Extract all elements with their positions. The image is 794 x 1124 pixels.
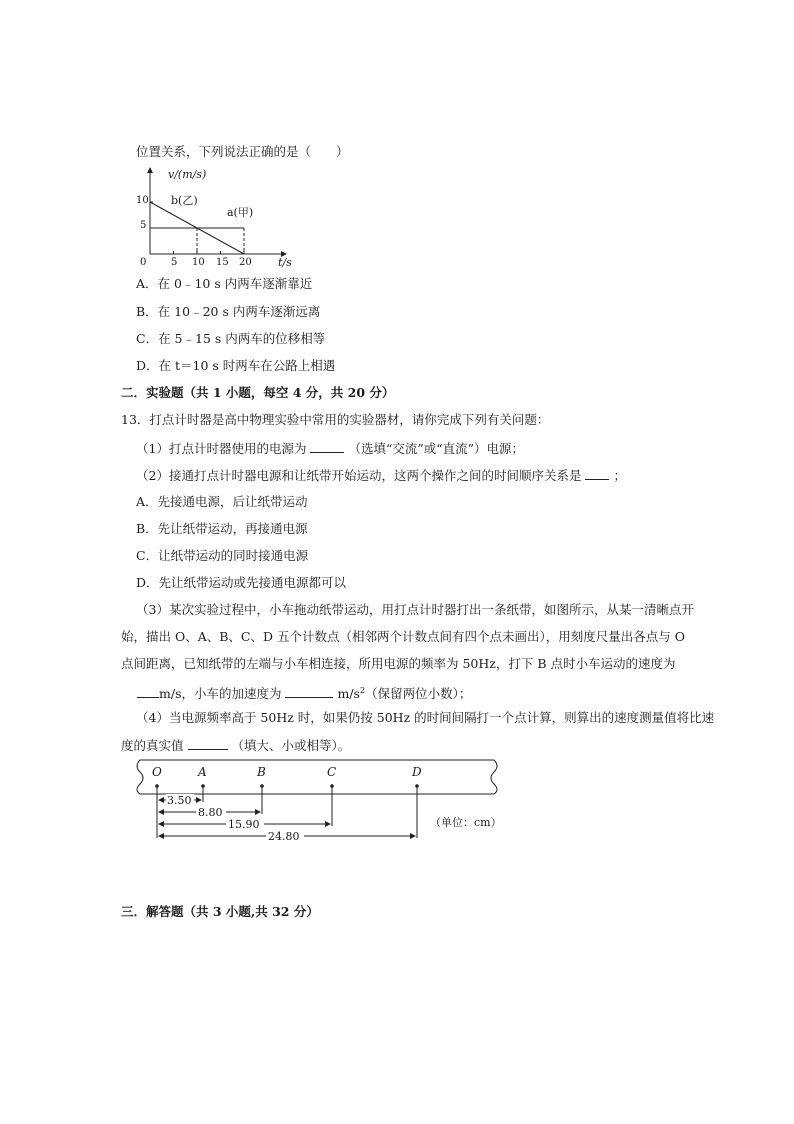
q13-part3-line4-a: m/s，小车的加速度为 [159, 686, 282, 702]
q13-part2-text-a: （2）接通打点计时器电源和让纸带开始运动，这两个操作之间的时间顺序关系是 [136, 468, 582, 483]
section2-heading: 二．实验题（共 1 小题，每空 4 分，共 20 分） [121, 385, 395, 400]
label-b: b(乙) [171, 194, 198, 207]
dim-label-oc: 15.90 [228, 818, 260, 831]
x-tick-15: 15 [216, 257, 229, 268]
q12-option-c: C．在 5﹣15 s 内两车的位移相等 [136, 331, 326, 346]
q12-option-b: B．在 10﹣20 s 内两车逐渐远离 [136, 304, 321, 319]
dim-label-oa: 3.50 [167, 794, 192, 807]
q13-part4-line2 [121, 737, 350, 754]
q13-option-b: B．先让纸带运动，再接通电源 [136, 521, 308, 536]
point-label-a: A [198, 765, 207, 779]
answer-blank-1[interactable] [310, 440, 344, 453]
q13-part1-text-a: （1）打点计时器使用的电源为 [136, 441, 307, 456]
q13-part3-line1: （3）某次实验过程中，小车拖动纸带运动，用打点计时器打出一条纸带，如图所示，从某一清晰点开 [136, 602, 694, 617]
dim-label-od: 24.80 [268, 830, 300, 843]
q13-option-d: D．先让纸带运动或先接通电源都可以 [136, 575, 347, 590]
answer-blank-5[interactable] [188, 737, 228, 750]
q13-option-c: C．让纸带运动的同时接通电源 [136, 548, 309, 563]
y-tick-10: 10 [136, 195, 149, 206]
unit-label: （单位：cm） [430, 816, 502, 829]
point-label-o: O [152, 765, 162, 779]
q13-part3-line4-sup: 2 [359, 686, 366, 695]
q12-stem-tail: 位置关系，下列说法正确的是（ ） [136, 144, 349, 159]
section3-heading: 三．解答题（共 3 小题,共 32 分） [121, 904, 319, 919]
point-label-d: D [412, 765, 422, 779]
q13-part2 [136, 467, 626, 484]
q13-option-a: A．先接通电源，后让纸带运动 [136, 494, 308, 509]
q13-part1 [136, 440, 524, 457]
x-tick-10: 10 [192, 257, 205, 268]
answer-blank-2[interactable] [585, 467, 609, 480]
q12-option-d: D．在 t＝10 s 时两车在公路上相遇 [136, 358, 336, 373]
q13-part4-line2-a: 度的真实值 [121, 738, 184, 753]
answer-blank-4[interactable] [285, 685, 333, 698]
q13-part1-text-b: （选填“交流”或“直流”）电源； [348, 441, 525, 456]
y-tick-5: 5 [140, 220, 147, 231]
x-tick-20: 20 [239, 257, 252, 268]
q13-part2-text-b: ； [613, 468, 626, 483]
q12-option-a: A．在 0﹣10 s 内两车逐渐靠近 [136, 276, 313, 291]
q13-part3-line2: 始，描出 O、A、B、C、D 五个计数点（相邻两个计数点间有四个点未画出），用刻度尺量出各点与 O [121, 629, 685, 644]
answer-blank-3[interactable] [137, 685, 159, 698]
q13-part3-line3: 点间距离，已知纸带的左端与小车相连接，所用电源的频率为 50Hz，打下 B 点时小车运动的速度为 [121, 656, 676, 671]
q13-part3-line4 [121, 683, 471, 702]
x-tick-5: 5 [171, 257, 178, 268]
q13-stem: 13．打点计时器是高中物理实验中常用的实验器材，请你完成下列有关问题： [121, 412, 550, 427]
tape-outline [137, 760, 497, 794]
point-label-c: C [327, 765, 337, 779]
paper-tape-diagram [130, 756, 550, 856]
q13-part4-line2-b: （填大、小或相等）。 [231, 738, 351, 753]
origin-label: 0 [140, 257, 147, 268]
x-axis-label: t/s [278, 256, 292, 269]
y-axis-label: v/(m/s) [168, 168, 207, 181]
q13-part3-line4-c: （保留两位小数）； [365, 686, 472, 702]
q13-part4-line1: （4）当电源频率高于 50Hz 时，如果仍按 50Hz 的时间间隔打一个点计算，则算出的速度测量值将比速 [136, 710, 715, 725]
point-label-b: B [257, 765, 266, 779]
dim-label-ob: 8.80 [198, 806, 223, 819]
q13-part3-line4-b: m/s [337, 686, 360, 702]
label-a: a(甲) [227, 206, 254, 219]
vt-graph [128, 164, 308, 272]
